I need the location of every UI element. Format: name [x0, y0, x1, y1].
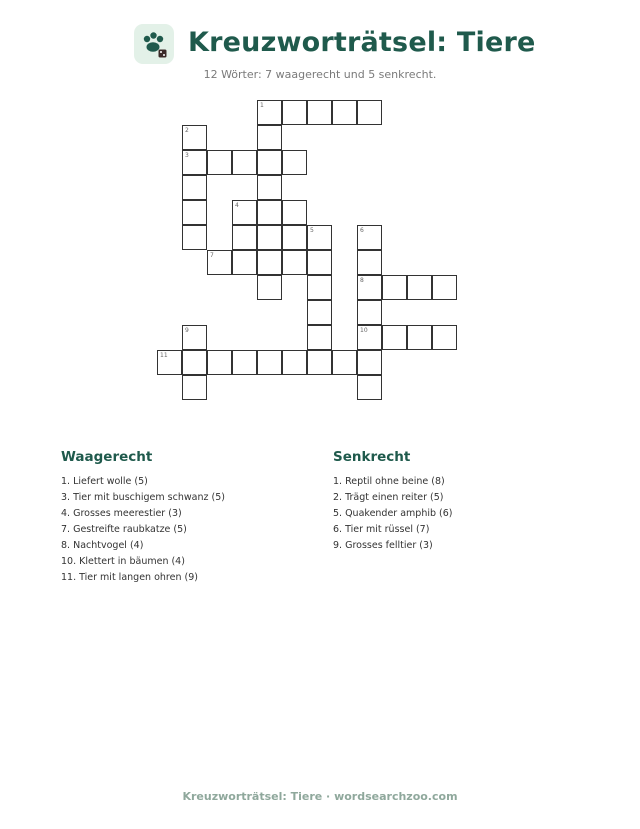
grid-cell[interactable] — [307, 225, 332, 250]
grid-cell[interactable] — [357, 100, 382, 125]
grid-cell[interactable] — [182, 175, 207, 200]
grid-cell[interactable] — [382, 275, 407, 300]
grid-cell[interactable] — [232, 250, 257, 275]
clue-down: 5. Quakender amphib (6) — [333, 508, 453, 519]
header — [0, 24, 640, 64]
down-clues — [333, 449, 453, 555]
clue-across: 10. Klettert in bäumen (4) — [61, 556, 185, 567]
clue-down: 6. Tier mit rüssel (7) — [333, 524, 430, 535]
grid-cell[interactable] — [182, 325, 207, 350]
grid-cell[interactable] — [282, 150, 307, 175]
grid-cell[interactable] — [182, 200, 207, 225]
grid-cell[interactable] — [207, 250, 232, 275]
clue-across: 7. Gestreifte raubkatze (5) — [61, 524, 187, 535]
clue-across: 3. Tier mit buschigem schwanz (5) — [61, 492, 225, 503]
clue-across: 8. Nachtvogel (4) — [61, 540, 144, 551]
grid-cell[interactable] — [232, 200, 257, 225]
grid-cell[interactable] — [307, 275, 332, 300]
grid-cell[interactable] — [357, 275, 382, 300]
grid-cell[interactable] — [182, 225, 207, 250]
grid-cell[interactable] — [332, 100, 357, 125]
grid-cell[interactable] — [407, 275, 432, 300]
cell-number: 5 — [310, 227, 314, 234]
grid-cell[interactable] — [432, 325, 457, 350]
grid-cell[interactable] — [257, 275, 282, 300]
grid-cell[interactable] — [182, 375, 207, 400]
grid-cell[interactable] — [357, 325, 382, 350]
grid-cell[interactable] — [257, 225, 282, 250]
grid-cell[interactable] — [232, 150, 257, 175]
grid-cell[interactable] — [357, 350, 382, 375]
footer: Kreuzworträtsel: Tiere · wordsearchzoo.com — [182, 790, 458, 803]
grid-cell[interactable] — [307, 350, 332, 375]
grid-cell[interactable] — [282, 100, 307, 125]
clue-across: 1. Liefert wolle (5) — [61, 476, 148, 487]
grid-cell[interactable] — [257, 100, 282, 125]
cell-number: 7 — [210, 252, 214, 259]
grid-cell[interactable] — [382, 325, 407, 350]
grid-cell[interactable] — [407, 325, 432, 350]
grid-cell[interactable] — [307, 100, 332, 125]
cell-number: 11 — [160, 352, 168, 359]
paw-icon — [134, 24, 174, 64]
grid-cell[interactable] — [257, 125, 282, 150]
across-heading: Waagerecht — [61, 449, 153, 465]
page-title: Kreuzworträtsel: Tiere — [188, 27, 536, 58]
grid-cell[interactable] — [232, 350, 257, 375]
grid-cell[interactable] — [282, 225, 307, 250]
grid-cell[interactable] — [357, 250, 382, 275]
grid-cell[interactable] — [357, 225, 382, 250]
grid-cell[interactable] — [357, 375, 382, 400]
cell-number: 2 — [185, 127, 189, 134]
grid-cell[interactable] — [257, 250, 282, 275]
grid-cell[interactable] — [282, 200, 307, 225]
grid-cell[interactable] — [157, 350, 182, 375]
across-clues — [61, 449, 225, 587]
grid-cell[interactable] — [332, 350, 357, 375]
grid-cell[interactable] — [257, 350, 282, 375]
grid-cell[interactable] — [207, 350, 232, 375]
cell-number: 8 — [360, 277, 364, 284]
grid-cell[interactable] — [257, 150, 282, 175]
grid-cell[interactable] — [307, 250, 332, 275]
clue-across: 11. Tier mit langen ohren (9) — [61, 572, 198, 583]
grid-cell[interactable] — [182, 350, 207, 375]
grid-cell[interactable] — [432, 275, 457, 300]
cell-number: 1 — [260, 102, 264, 109]
grid-cell[interactable] — [307, 325, 332, 350]
grid-cell[interactable] — [282, 350, 307, 375]
cell-number: 6 — [360, 227, 364, 234]
grid-cell[interactable] — [257, 175, 282, 200]
grid-cell[interactable] — [307, 300, 332, 325]
down-heading: Senkrecht — [333, 449, 411, 465]
clue-down: 2. Trägt einen reiter (5) — [333, 492, 444, 503]
cell-number: 10 — [360, 327, 368, 334]
cell-number: 3 — [185, 152, 189, 159]
cell-number: 9 — [185, 327, 189, 334]
grid-cell[interactable] — [232, 225, 257, 250]
grid-cell[interactable] — [182, 125, 207, 150]
cell-number: 4 — [235, 202, 239, 209]
clue-down: 9. Grosses felltier (3) — [333, 540, 433, 551]
grid-cell[interactable] — [257, 200, 282, 225]
grid-cell[interactable] — [182, 150, 207, 175]
clue-down: 1. Reptil ohne beine (8) — [333, 476, 445, 487]
grid-cell[interactable] — [282, 250, 307, 275]
page-subtitle: 12 Wörter: 7 waagerecht und 5 senkrecht. — [203, 68, 437, 81]
clue-across: 4. Grosses meerestier (3) — [61, 508, 182, 519]
grid-cell[interactable] — [207, 150, 232, 175]
grid-cell[interactable] — [357, 300, 382, 325]
